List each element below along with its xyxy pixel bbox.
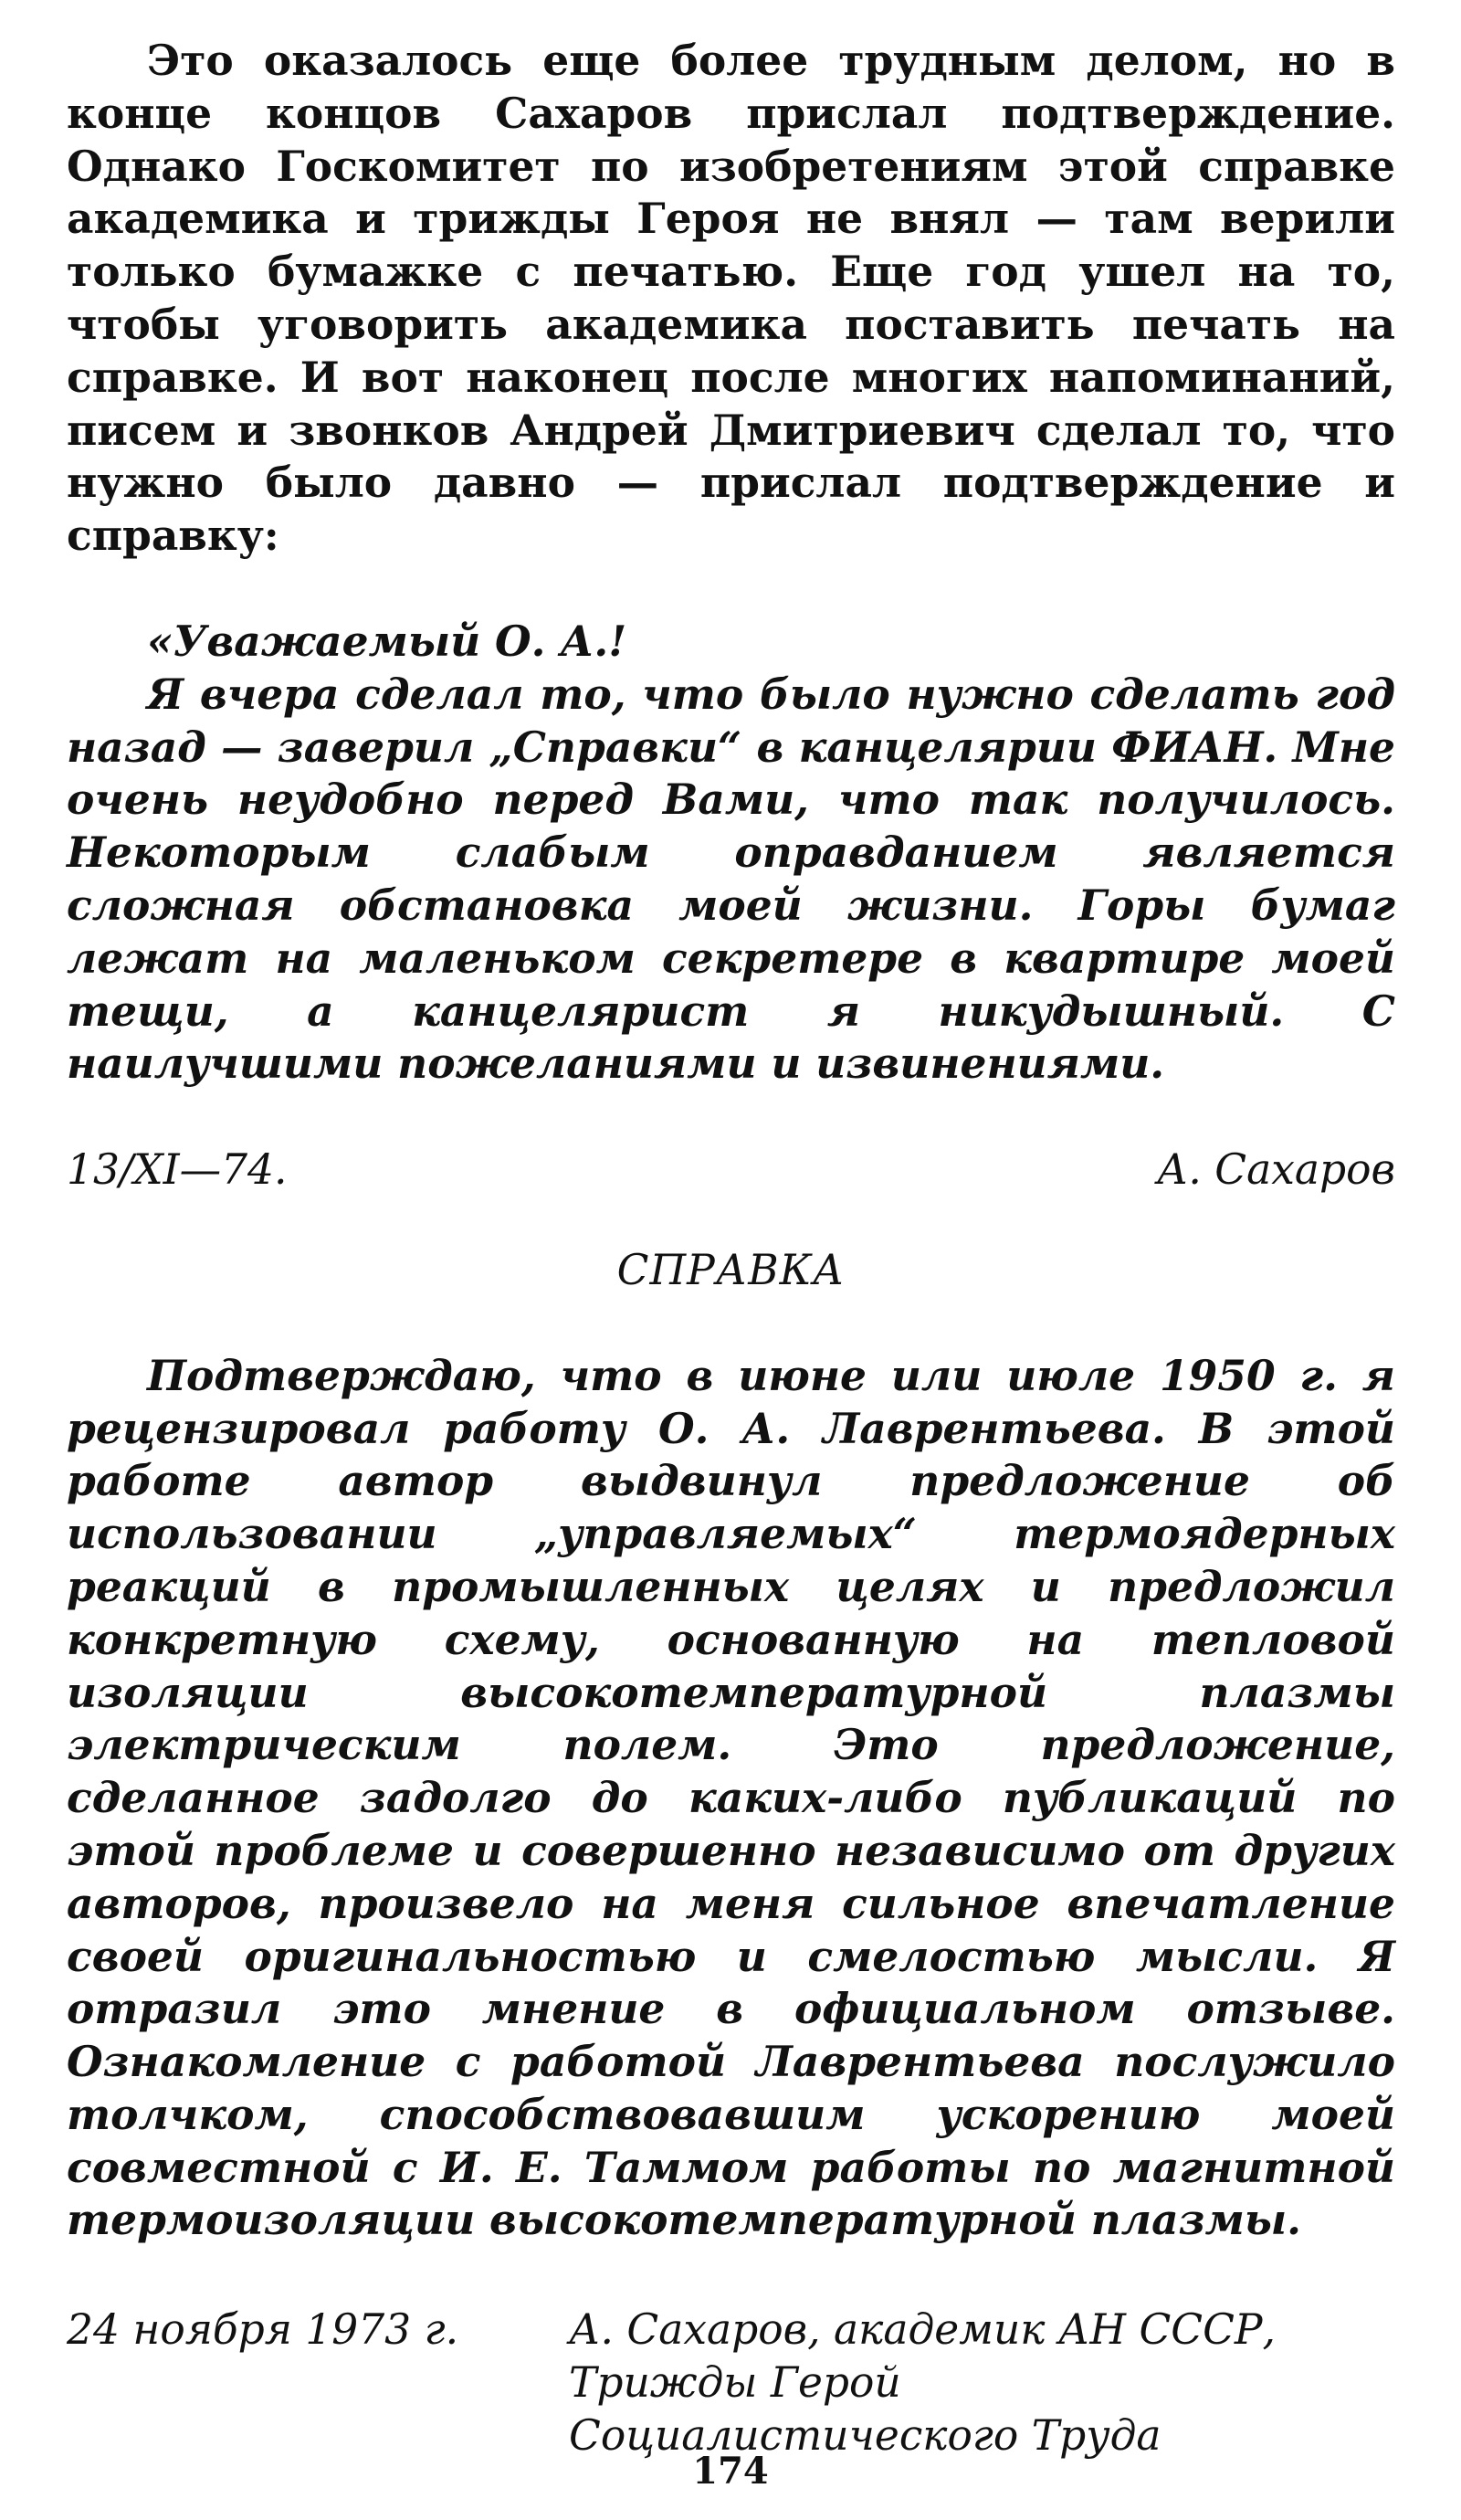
signer-line: Трижды Герой: [569, 2358, 901, 2408]
narrative-paragraph: Это оказалось еще более трудным делом, но в конце концов Сахаров прислал подтверждение. Однако Госкомитет по изобретениям этой справке академика и трижды Героя не внял — там верили только бумажке с печатью. Еще год ушел на то, чтобы уговорить академика поставить печать на справке. И вот наконец после многих напоминаний, писем и звонков Андрей Дмитриевич сделал то, что нужно было давно — прислал подтверждение и справку:: [67, 36, 1395, 561]
sakharov-letter: [67, 616, 1395, 1091]
page-number: 174: [692, 2450, 769, 2493]
signer-line: Социалистического Труда: [569, 2410, 1161, 2460]
signer-line: А. Сахаров, академик АН СССР,: [569, 2305, 1277, 2355]
certificate-date: 24 ноября 1973 г.: [67, 2305, 459, 2355]
letter-signature: А. Сахаров: [1156, 1145, 1395, 1195]
certificate-closing: [67, 2304, 1395, 2462]
certificate-body: Подтверждаю, что в июне или июле 1950 г. я рецензировал работу О. А. Лаврентьева. В этой работе автор выдвинул предложение об использовании „управляемых“ термоядерных реакций в промышленных целях и предложил конкретную схему, основанную на тепловой изоляции высокотемпературной плазмы электрическим полем. Это предложение, сделанное задолго до каких-либо публикаций по этой проблеме и совершенно независимо от других авторов, произвело на меня сильное впечатление своей оригинальностью и смелостью мысли. Я отразил это мнение в официальном отзыве. Ознакомление с работой Лаврентьева послужило толчком, способствовавшим ускорению моей совместной с И. Е. Таммом работы по магнитной термоизоляции высокотемпературной плазмы.: [67, 1350, 1395, 2245]
certificate-title: СПРАВКА: [616, 1245, 846, 1294]
letter-body: Я вчера сделал то, что было нужно сделать год назад — заверил „Справки“ в канцелярии ФИАН. Мне очень неудобно перед Вами, что так получилось. Некоторым слабым оправданием является сложная обстановка моей жизни. Горы бумаг лежат на маленьком секретере в квартире моей тещи, а канцелярист я никудышный. С наилучшими пожеланиями и извинениями.: [67, 669, 1395, 1089]
book-page: [67, 35, 1395, 2462]
certificate-signer: [569, 2304, 1395, 2462]
letter-salutation: «Уважаемый О. А.!: [147, 616, 627, 666]
letter-date: 13/XI—74.: [67, 1145, 288, 1195]
letter-signature-row: [67, 1144, 1395, 1197]
